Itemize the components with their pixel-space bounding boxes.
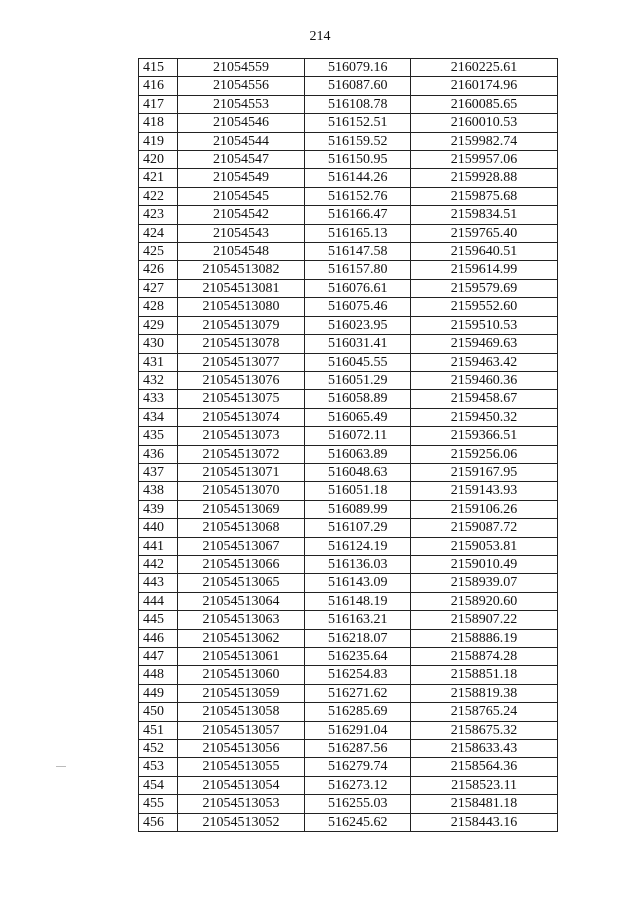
y-coordinate-cell: 2159256.06 [411, 445, 558, 463]
x-coordinate-cell: 516089.99 [305, 500, 411, 518]
row-number-cell: 450 [139, 703, 178, 721]
x-coordinate-cell: 516163.21 [305, 611, 411, 629]
y-coordinate-cell: 2160174.96 [411, 77, 558, 95]
x-coordinate-cell: 516285.69 [305, 703, 411, 721]
row-number-cell: 445 [139, 611, 178, 629]
row-number-cell: 437 [139, 463, 178, 481]
coordinates-table [138, 58, 558, 832]
row-number-cell: 420 [139, 151, 178, 169]
point-id-cell: 21054547 [177, 151, 305, 169]
y-coordinate-cell: 2158443.16 [411, 813, 558, 831]
point-id-cell: 21054513068 [177, 519, 305, 537]
row-number-cell: 434 [139, 408, 178, 426]
x-coordinate-cell: 516107.29 [305, 519, 411, 537]
y-coordinate-cell: 2158907.22 [411, 611, 558, 629]
row-number-cell: 442 [139, 555, 178, 573]
point-id-cell: 21054513057 [177, 721, 305, 739]
row-number-cell: 429 [139, 316, 178, 334]
row-number-cell: 440 [139, 519, 178, 537]
x-coordinate-cell: 516143.09 [305, 574, 411, 592]
row-number-cell: 424 [139, 224, 178, 242]
y-coordinate-cell: 2158819.38 [411, 684, 558, 702]
table-row [139, 279, 558, 297]
row-number-cell: 421 [139, 169, 178, 187]
y-coordinate-cell: 2159366.51 [411, 427, 558, 445]
table-row [139, 537, 558, 555]
x-coordinate-cell: 516048.63 [305, 463, 411, 481]
x-coordinate-cell: 516136.03 [305, 555, 411, 573]
table-row [139, 445, 558, 463]
y-coordinate-cell: 2158939.07 [411, 574, 558, 592]
point-id-cell: 21054513053 [177, 795, 305, 813]
y-coordinate-cell: 2160225.61 [411, 59, 558, 77]
table-row [139, 427, 558, 445]
y-coordinate-cell: 2159010.49 [411, 555, 558, 573]
row-number-cell: 443 [139, 574, 178, 592]
x-coordinate-cell: 516150.95 [305, 151, 411, 169]
y-coordinate-cell: 2159469.63 [411, 335, 558, 353]
row-number-cell: 451 [139, 721, 178, 739]
y-coordinate-cell: 2158633.43 [411, 740, 558, 758]
row-number-cell: 415 [139, 59, 178, 77]
point-id-cell: 21054513066 [177, 555, 305, 573]
table-row [139, 316, 558, 334]
row-number-cell: 423 [139, 206, 178, 224]
table-row [139, 648, 558, 666]
row-number-cell: 422 [139, 187, 178, 205]
y-coordinate-cell: 2159834.51 [411, 206, 558, 224]
table-row [139, 500, 558, 518]
y-coordinate-cell: 2159510.53 [411, 316, 558, 334]
x-coordinate-cell: 516287.56 [305, 740, 411, 758]
table-row [139, 666, 558, 684]
point-id-cell: 21054513054 [177, 776, 305, 794]
table-row [139, 519, 558, 537]
table-row [139, 95, 558, 113]
row-number-cell: 449 [139, 684, 178, 702]
y-coordinate-cell: 2158564.36 [411, 758, 558, 776]
point-id-cell: 21054513082 [177, 261, 305, 279]
x-coordinate-cell: 516152.51 [305, 114, 411, 132]
table-row [139, 261, 558, 279]
y-coordinate-cell: 2159928.88 [411, 169, 558, 187]
row-number-cell: 427 [139, 279, 178, 297]
point-id-cell: 21054513062 [177, 629, 305, 647]
x-coordinate-cell: 516166.47 [305, 206, 411, 224]
x-coordinate-cell: 516065.49 [305, 408, 411, 426]
table-row [139, 114, 558, 132]
row-number-cell: 455 [139, 795, 178, 813]
x-coordinate-cell: 516271.62 [305, 684, 411, 702]
margin-mark [56, 766, 66, 767]
y-coordinate-cell: 2158874.28 [411, 648, 558, 666]
row-number-cell: 444 [139, 592, 178, 610]
row-number-cell: 452 [139, 740, 178, 758]
y-coordinate-cell: 2159106.26 [411, 500, 558, 518]
y-coordinate-cell: 2159087.72 [411, 519, 558, 537]
y-coordinate-cell: 2158920.60 [411, 592, 558, 610]
point-id-cell: 21054513067 [177, 537, 305, 555]
point-id-cell: 21054513080 [177, 298, 305, 316]
y-coordinate-cell: 2158886.19 [411, 629, 558, 647]
row-number-cell: 439 [139, 500, 178, 518]
x-coordinate-cell: 516291.04 [305, 721, 411, 739]
point-id-cell: 21054513063 [177, 611, 305, 629]
x-coordinate-cell: 516159.52 [305, 132, 411, 150]
point-id-cell: 21054513059 [177, 684, 305, 702]
point-id-cell: 21054543 [177, 224, 305, 242]
table-row [139, 721, 558, 739]
table-row [139, 298, 558, 316]
y-coordinate-cell: 2159167.95 [411, 463, 558, 481]
y-coordinate-cell: 2158481.18 [411, 795, 558, 813]
x-coordinate-cell: 516087.60 [305, 77, 411, 95]
row-number-cell: 416 [139, 77, 178, 95]
point-id-cell: 21054513072 [177, 445, 305, 463]
y-coordinate-cell: 2158765.24 [411, 703, 558, 721]
y-coordinate-cell: 2159552.60 [411, 298, 558, 316]
point-id-cell: 21054513064 [177, 592, 305, 610]
y-coordinate-cell: 2159579.69 [411, 279, 558, 297]
x-coordinate-cell: 516218.07 [305, 629, 411, 647]
y-coordinate-cell: 2159053.81 [411, 537, 558, 555]
table-row [139, 555, 558, 573]
table-row [139, 740, 558, 758]
table-row [139, 574, 558, 592]
point-id-cell: 21054549 [177, 169, 305, 187]
x-coordinate-cell: 516076.61 [305, 279, 411, 297]
x-coordinate-cell: 516023.95 [305, 316, 411, 334]
row-number-cell: 436 [139, 445, 178, 463]
row-number-cell: 446 [139, 629, 178, 647]
table-row [139, 592, 558, 610]
x-coordinate-cell: 516072.11 [305, 427, 411, 445]
x-coordinate-cell: 516147.58 [305, 243, 411, 261]
y-coordinate-cell: 2159875.68 [411, 187, 558, 205]
x-coordinate-cell: 516273.12 [305, 776, 411, 794]
y-coordinate-cell: 2159640.51 [411, 243, 558, 261]
point-id-cell: 21054513056 [177, 740, 305, 758]
y-coordinate-cell: 2159143.93 [411, 482, 558, 500]
table-row [139, 243, 558, 261]
table-row [139, 390, 558, 408]
x-coordinate-cell: 516165.13 [305, 224, 411, 242]
row-number-cell: 456 [139, 813, 178, 831]
point-id-cell: 21054513060 [177, 666, 305, 684]
x-coordinate-cell: 516124.19 [305, 537, 411, 555]
y-coordinate-cell: 2159460.36 [411, 371, 558, 389]
table-row [139, 629, 558, 647]
row-number-cell: 419 [139, 132, 178, 150]
point-id-cell: 21054513061 [177, 648, 305, 666]
row-number-cell: 441 [139, 537, 178, 555]
x-coordinate-cell: 516075.46 [305, 298, 411, 316]
page-number: 214 [309, 29, 331, 44]
point-id-cell: 21054546 [177, 114, 305, 132]
table-row [139, 169, 558, 187]
point-id-cell: 21054556 [177, 77, 305, 95]
x-coordinate-cell: 516079.16 [305, 59, 411, 77]
x-coordinate-cell: 516031.41 [305, 335, 411, 353]
point-id-cell: 21054513074 [177, 408, 305, 426]
table-row [139, 703, 558, 721]
point-id-cell: 21054513078 [177, 335, 305, 353]
table-row [139, 353, 558, 371]
table-row [139, 224, 558, 242]
x-coordinate-cell: 516157.80 [305, 261, 411, 279]
y-coordinate-cell: 2159458.67 [411, 390, 558, 408]
point-id-cell: 21054545 [177, 187, 305, 205]
table-row [139, 59, 558, 77]
x-coordinate-cell: 516063.89 [305, 445, 411, 463]
table-row [139, 795, 558, 813]
table-row [139, 758, 558, 776]
y-coordinate-cell: 2158851.18 [411, 666, 558, 684]
point-id-cell: 21054513077 [177, 353, 305, 371]
table-row [139, 408, 558, 426]
y-coordinate-cell: 2158675.32 [411, 721, 558, 739]
x-coordinate-cell: 516235.64 [305, 648, 411, 666]
x-coordinate-cell: 516279.74 [305, 758, 411, 776]
row-number-cell: 418 [139, 114, 178, 132]
table-row [139, 813, 558, 831]
point-id-cell: 21054513058 [177, 703, 305, 721]
y-coordinate-cell: 2159450.32 [411, 408, 558, 426]
x-coordinate-cell: 516058.89 [305, 390, 411, 408]
y-coordinate-cell: 2159957.06 [411, 151, 558, 169]
table-row [139, 77, 558, 95]
table-row [139, 206, 558, 224]
y-coordinate-cell: 2160085.65 [411, 95, 558, 113]
row-number-cell: 426 [139, 261, 178, 279]
y-coordinate-cell: 2159982.74 [411, 132, 558, 150]
table-row [139, 611, 558, 629]
point-id-cell: 21054513069 [177, 500, 305, 518]
table-row [139, 132, 558, 150]
point-id-cell: 21054513073 [177, 427, 305, 445]
point-id-cell: 21054513075 [177, 390, 305, 408]
table-row [139, 371, 558, 389]
point-id-cell: 21054513065 [177, 574, 305, 592]
table-row [139, 187, 558, 205]
table-row [139, 776, 558, 794]
row-number-cell: 428 [139, 298, 178, 316]
x-coordinate-cell: 516245.62 [305, 813, 411, 831]
y-coordinate-cell: 2160010.53 [411, 114, 558, 132]
table-row [139, 335, 558, 353]
x-coordinate-cell: 516108.78 [305, 95, 411, 113]
x-coordinate-cell: 516051.29 [305, 371, 411, 389]
point-id-cell: 21054513076 [177, 371, 305, 389]
row-number-cell: 433 [139, 390, 178, 408]
point-id-cell: 21054513070 [177, 482, 305, 500]
table-row [139, 151, 558, 169]
point-id-cell: 21054559 [177, 59, 305, 77]
row-number-cell: 432 [139, 371, 178, 389]
row-number-cell: 417 [139, 95, 178, 113]
row-number-cell: 448 [139, 666, 178, 684]
row-number-cell: 453 [139, 758, 178, 776]
point-id-cell: 21054542 [177, 206, 305, 224]
y-coordinate-cell: 2159463.42 [411, 353, 558, 371]
point-id-cell: 21054553 [177, 95, 305, 113]
y-coordinate-cell: 2159765.40 [411, 224, 558, 242]
row-number-cell: 430 [139, 335, 178, 353]
point-id-cell: 21054513055 [177, 758, 305, 776]
x-coordinate-cell: 516148.19 [305, 592, 411, 610]
point-id-cell: 21054513071 [177, 463, 305, 481]
point-id-cell: 21054513052 [177, 813, 305, 831]
point-id-cell: 21054544 [177, 132, 305, 150]
table-body [139, 59, 558, 832]
table-row [139, 463, 558, 481]
x-coordinate-cell: 516255.03 [305, 795, 411, 813]
row-number-cell: 435 [139, 427, 178, 445]
x-coordinate-cell: 516254.83 [305, 666, 411, 684]
point-id-cell: 21054513079 [177, 316, 305, 334]
x-coordinate-cell: 516051.18 [305, 482, 411, 500]
x-coordinate-cell: 516144.26 [305, 169, 411, 187]
y-coordinate-cell: 2158523.11 [411, 776, 558, 794]
row-number-cell: 425 [139, 243, 178, 261]
point-id-cell: 21054513081 [177, 279, 305, 297]
y-coordinate-cell: 2159614.99 [411, 261, 558, 279]
row-number-cell: 431 [139, 353, 178, 371]
table-row [139, 482, 558, 500]
row-number-cell: 454 [139, 776, 178, 794]
table-row [139, 684, 558, 702]
x-coordinate-cell: 516152.76 [305, 187, 411, 205]
point-id-cell: 21054548 [177, 243, 305, 261]
row-number-cell: 447 [139, 648, 178, 666]
x-coordinate-cell: 516045.55 [305, 353, 411, 371]
row-number-cell: 438 [139, 482, 178, 500]
